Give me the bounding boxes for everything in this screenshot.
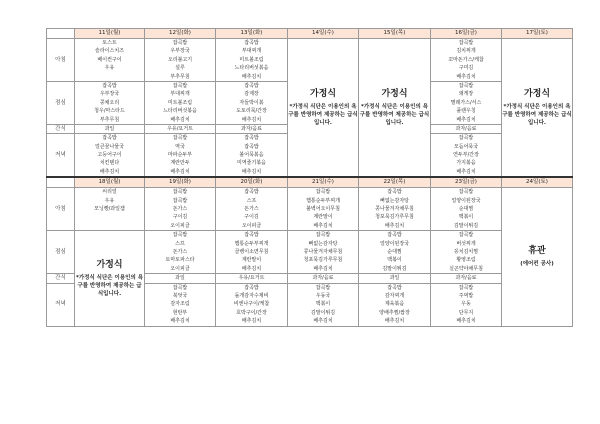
corner-cell bbox=[47, 177, 75, 188]
closed-notice: 휴관 (에어컨 공사) bbox=[502, 188, 573, 326]
day-header: 14일(수) bbox=[288, 29, 359, 39]
menu-cell: 잡곡밥 햄통순두부찌개 불벽어오이무침 계란말이 배추김치 bbox=[288, 188, 359, 231]
meal-label-lunch: 점심 bbox=[47, 81, 75, 124]
menu-cell: 잡곡밥 스프 돈가스 토마토파스타 오이피클 bbox=[145, 231, 216, 274]
snack-cell: 과자/음료 bbox=[431, 124, 502, 133]
meal-menu-table bbox=[46, 28, 573, 327]
week2-header-row bbox=[47, 177, 573, 188]
menu-cell: 잡곡밥 우부장국 콩채오리 청우/마스타드 부추무침 bbox=[75, 81, 145, 124]
day-header: 13일(화) bbox=[216, 29, 288, 39]
meal-label-breakfast: 아침 bbox=[47, 188, 75, 231]
menu-cell: 잡곡밥 부대찌개 미트볼조림 느타리버섯볶음 배추김치 bbox=[145, 81, 216, 124]
meal-label-dinner: 저녁 bbox=[47, 134, 75, 177]
menu-cell: 잡곡밥 얼양이된장국 순대찜 맥볶이 김말이튀김 bbox=[359, 231, 431, 274]
menu-cell: 씨리얼 우유 모닝빵/과일잼 bbox=[75, 188, 145, 231]
day-header: 23일(금) bbox=[431, 177, 502, 188]
week1-breakfast-row bbox=[47, 39, 573, 82]
menu-cell: 잡곡밥 스프 돈가스 구이김 오이피클 bbox=[216, 188, 288, 231]
snack-cell: 우유/요거트 bbox=[145, 124, 216, 133]
menu-cell: 토스트 슬라이스치즈 베이컨구이 우유 bbox=[75, 39, 145, 82]
menu-cell: 잡곡밥 모듬어묵국 연두부/간장 가지볶음 배추김치 bbox=[431, 134, 502, 177]
menu-cell: 잡곡밥 감자찌개 제육볶음 양배추찜/쌈장 배추김치 bbox=[359, 283, 431, 326]
week2-lunch-row bbox=[47, 231, 573, 274]
snack-cell: 우유/요거트 bbox=[216, 274, 288, 283]
menu-cell: 잡곡밥 뻐없는감자탕 콩나물겨자채무침 청포묵김가루무침 배추김치 bbox=[288, 231, 359, 274]
day-header: 11일(월) bbox=[75, 29, 145, 39]
day-header: 18일(월) bbox=[75, 177, 145, 188]
menu-cell: 잡곡밥 돼게장 멸래가스/서스 플랜우칭 배추김치 bbox=[431, 81, 502, 124]
menu-cell: 잡곡밥 햄통순두부찌개 골뱅이소면무침 계란말이 배추김치 bbox=[216, 231, 288, 274]
snack-cell: 과자/음료 bbox=[431, 274, 502, 283]
meal-label-lunch: 점심 bbox=[47, 231, 75, 274]
special-meal-note-sat: 가정식 *가정식 식단은 이용인의 욕구를 반영하여 제공하는 급식입니다. bbox=[502, 39, 573, 178]
snack-cell: 과일 bbox=[145, 274, 216, 283]
day-header: 15일(목) bbox=[359, 29, 431, 39]
menu-cell: 잡곡밥 주먹밥 우동 단무지 배추김치 bbox=[431, 283, 502, 326]
menu-cell: 잡곡밥 김치찌개 꼬마돈가스/케찹 구미김 배추김치 bbox=[431, 39, 502, 82]
corner-cell bbox=[47, 29, 75, 39]
day-header: 21일(수) bbox=[288, 177, 359, 188]
special-meal-note-thu: 가정식 *가정식 식단은 이용인의 욕구를 반영하여 제공하는 급식입니다. bbox=[288, 39, 359, 178]
snack-cell: 과자/음료 bbox=[288, 274, 359, 283]
special-meal-note-fri: 가정식 *가정식 식단은 이용인의 욕구를 반영하여 제공하는 급식입니다. bbox=[359, 39, 431, 178]
day-header: 22일(목) bbox=[359, 177, 431, 188]
day-header: 16일(금) bbox=[431, 29, 502, 39]
meal-label-breakfast: 아침 bbox=[47, 39, 75, 82]
menu-cell: 잡곡밥 버섯찌개 꽁치김치찜 황영조림 실곤약야채무침 bbox=[431, 231, 502, 274]
menu-cell: 잡곡밥 부대찌개 미트볼조림 느타리버섯볶음 배추김치 bbox=[216, 39, 288, 82]
menu-cell: 잡곡밥 우부장국 오리불고기 설루 부추무침 bbox=[145, 39, 216, 82]
menu-cell: 잡곡밥 잡곡밥 돈가스 구이김 오이피클 bbox=[145, 188, 216, 231]
special-meal-note-mon: 가정식 *가정식 식단은 이용인의 욕구를 반영하여 제공하는 급식입니다. bbox=[75, 231, 145, 326]
day-header: 19일(화) bbox=[145, 177, 216, 188]
menu-cell: 잡곡밥 역국 마파순두부 계란만두 배추김치 bbox=[145, 134, 216, 177]
menu-cell: 잡곡밥 감계장 자들박이볶 도토리묵/간장 배추김치 bbox=[216, 81, 288, 124]
day-header: 12일(화) bbox=[145, 29, 216, 39]
day-header: 20일(화) bbox=[216, 177, 288, 188]
menu-cell: 잡곡밥 얼양이된장국 순대찜 맥볶이 김말이튀김 bbox=[431, 188, 502, 231]
meal-label-snack: 간식 bbox=[47, 274, 75, 283]
menu-cell: 잡곡밥 돌개감자수제비 비엔나구이/케찹 호박구이/간장 배추김치 bbox=[216, 283, 288, 326]
menu-cell: 잡곡밥 뻐없는감자탕 콩나물겨자채무침 청포묵김가루무침 배추김치 bbox=[359, 188, 431, 231]
menu-cell: 잡곡밥 얼큰꿈나물국 고등어구이 치킨텐다 배추김치 bbox=[75, 134, 145, 177]
menu-cell: 잡곡밥 잡곡밥 볼어묵볶음 미역줄기볶음 배추김치 bbox=[216, 134, 288, 177]
snack-cell: 과자/음료 bbox=[216, 124, 288, 133]
week2-breakfast-row bbox=[47, 188, 573, 231]
snack-cell: 과일 bbox=[75, 124, 145, 133]
day-header: 24일(토) bbox=[502, 177, 573, 188]
menu-cell: 잡곡밥 북엇국 감자조림 현탄부 배추김치 bbox=[145, 283, 216, 326]
menu-cell: 잡곡밥 우동국 맥볶이 김말이튀김 배추김치 bbox=[288, 283, 359, 326]
week1-header-row bbox=[47, 29, 573, 39]
meal-label-snack: 간식 bbox=[47, 124, 75, 133]
day-header: 17일(토) bbox=[502, 29, 573, 39]
snack-cell: 과일 bbox=[359, 274, 431, 283]
meal-label-dinner: 저녁 bbox=[47, 283, 75, 326]
